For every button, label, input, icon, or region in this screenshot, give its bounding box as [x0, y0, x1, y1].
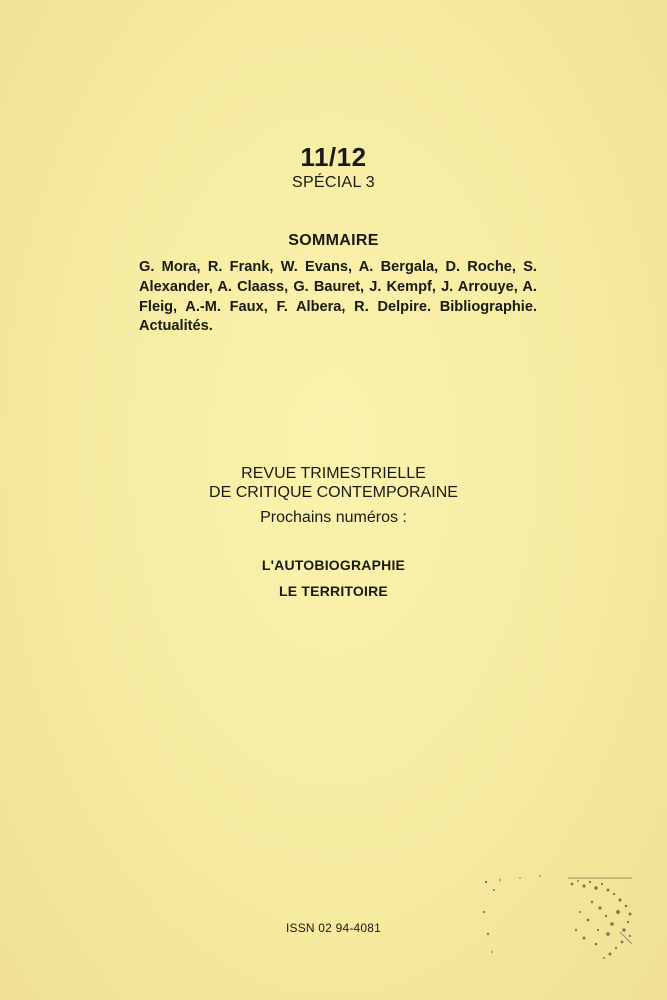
sommaire-heading: SOMMAIRE [288, 232, 379, 249]
paper-wear-mark [480, 872, 640, 967]
prochains-numeros-label: Prochains numéros : [260, 509, 407, 526]
revue-title-line-2: DE CRITIQUE CONTEMPORAINE [209, 484, 458, 501]
sommaire-contributors: G. Mora, R. Frank, W. Evans, A. Bergala, D. Roche, S. Alexander, A. Claass, G. Bauret, J. Kempf, J. Arrouye, A. Fleig, A.-M. Faux, F. Albera, R. Delpire. Bibliographie. Actualités. [139, 259, 537, 335]
revue-title-line-1: REVUE TRIMESTRIELLE [241, 465, 426, 482]
next-issue-title: LE TERRITOIRE [279, 583, 388, 599]
issn-number: ISSN 02 94-4081 [285, 921, 382, 935]
next-issue-title: L'AUTOBIOGRAPHIE [261, 557, 406, 573]
issue-number: 11/12 [300, 142, 367, 172]
issue-special-label: SPÉCIAL 3 [291, 174, 376, 191]
